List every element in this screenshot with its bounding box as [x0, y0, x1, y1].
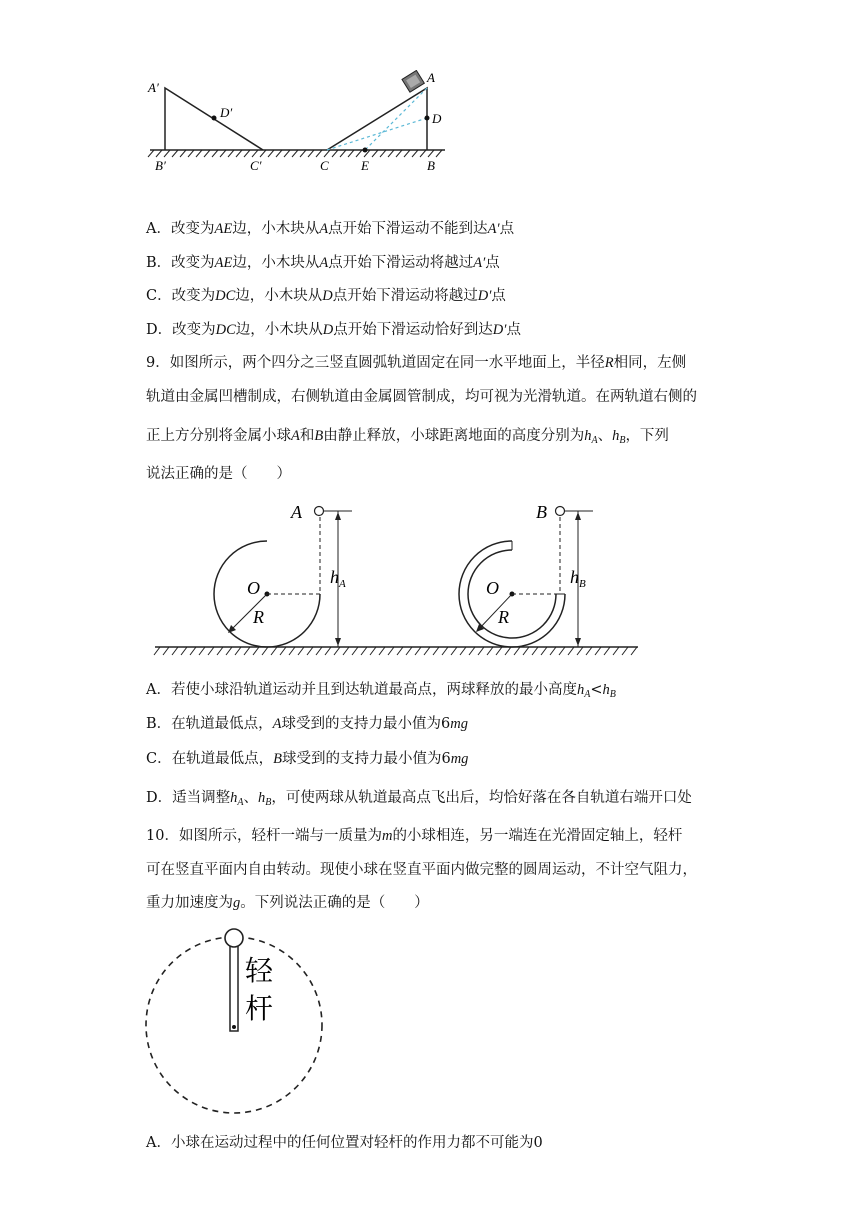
point-e — [363, 148, 368, 153]
q10-line-3: 重力加速度为g。下列说法正确的是（ ） — [146, 895, 429, 911]
rod-label-1: 轻 — [245, 954, 274, 987]
label-d-prime: D′ — [220, 105, 233, 120]
ball-a — [315, 507, 324, 516]
q8-option-a: A．改变为AE边，小木块从A点开始下滑运动不能到达A′点 — [146, 221, 515, 237]
ball-b — [556, 507, 565, 516]
label-b-prime: B′ — [155, 158, 166, 173]
q9-option-b: B．在轨道最低点，A球受到的支持力最小值为6mg — [146, 716, 468, 732]
q9-option-c: C．在轨道最低点，B球受到的支持力最小值为6mg — [146, 751, 469, 767]
rod-ball — [225, 929, 243, 947]
figure-light-rod — [135, 920, 335, 1120]
label-ha: $h_A$ — [330, 567, 346, 590]
label-b: B — [427, 158, 435, 173]
q10-line-2: 可在竖直平面内自由转动。现使小球在竖直平面内做完整的圆周运动，不计空气阻力， — [146, 862, 697, 878]
point-d-prime — [212, 116, 217, 121]
label-c: C — [320, 158, 329, 173]
q9-option-d: D．适当调整$h_A$、$h_B$，可使两球从轨道最高点飞出后，均恰好落在各自轨道右端开口处 — [146, 790, 692, 808]
q9-line-4: 说法正确的是（ ） — [146, 466, 291, 482]
q10-option-a: A．小球在运动过程中的任何位置对轻杆的作用力都不可能为0 — [146, 1135, 543, 1151]
label-e: E — [361, 158, 369, 173]
label-a-prime: A′ — [148, 80, 159, 95]
axis-point — [232, 1025, 236, 1029]
q9-option-a: A．若使小球沿轨道运动并且到达轨道最高点，两球释放的最小高度$h_A<h_B$ — [146, 682, 616, 700]
label-a: A — [427, 70, 435, 85]
q9-line-3: 正上方分别将金属小球A和B由静止释放，小球距离地面的高度分别为$h_A$、$h_B$，下列 — [146, 428, 669, 446]
label-left-o: O — [247, 578, 260, 598]
q10-line-1: 10．如图所示，轻杆一端与一质量为m的小球相连，另一端连在光滑固定轴上，轻杆 — [146, 828, 683, 844]
label-d: D — [432, 111, 442, 126]
figure-circular-tracks — [150, 495, 645, 665]
rod-label-2: 杆 — [245, 992, 274, 1025]
figure-inclines — [140, 70, 460, 180]
label-right-o: O — [486, 578, 499, 598]
right-incline — [327, 88, 427, 150]
label-c-prime: C′ — [250, 158, 262, 173]
q8-option-c: C．改变为DC边，小木块从D点开始下滑运动将越过D′点 — [146, 288, 506, 304]
label-hb: $h_B$ — [570, 567, 586, 590]
q8-option-b: B．改变为AE边，小木块从A点开始下滑运动将越过A′点 — [146, 255, 500, 271]
q9-line-1: 9．如图所示，两个四分之三竖直圆弧轨道固定在同一水平地面上，半径R相同，左侧 — [146, 355, 687, 371]
q8-option-d: D．改变为DC边，小木块从D点开始下滑运动恰好到达D′点 — [146, 322, 521, 338]
q9-line-2: 轨道由金属凹槽制成，右侧轨道由金属圆管制成，均可视为光滑轨道。在两轨道右侧的 — [146, 389, 697, 405]
label-left-r: R — [253, 607, 264, 627]
light-rod — [230, 945, 238, 1031]
label-ball-b: B — [536, 502, 547, 522]
label-right-r: R — [498, 607, 509, 627]
wood-block — [402, 70, 424, 92]
point-d — [425, 116, 430, 121]
label-ball-a: A — [291, 502, 302, 522]
